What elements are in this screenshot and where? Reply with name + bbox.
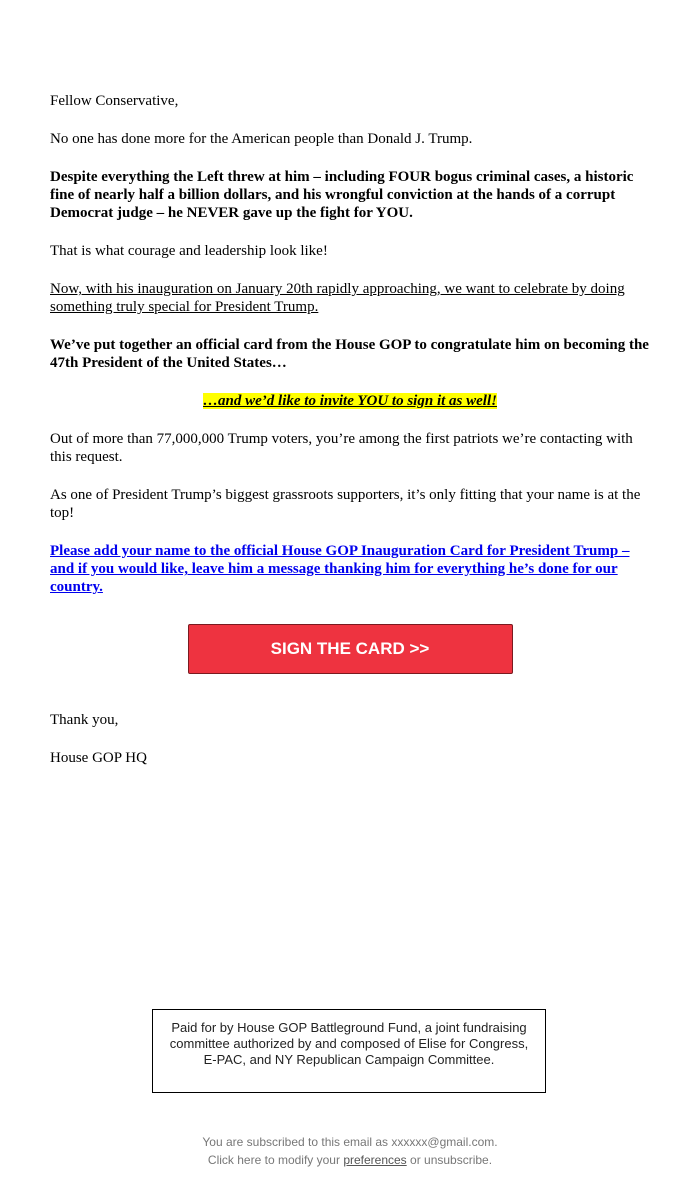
sign-card-link[interactable]: Please add your name to the official House GOP Inauguration Card for President Trump – and if you would like, leave him a message thanking him for everything he’s done for our country. — [50, 543, 630, 595]
preferences-link[interactable]: preferences — [343, 1153, 407, 1167]
sign-link-paragraph — [50, 542, 650, 596]
subscription-line: You are subscribed to this email as xxxxxx@gmail.com. — [202, 1135, 498, 1149]
voters-paragraph: Out of more than 77,000,000 Trump voters, you’re among the first patriots we’re contacting with this request. — [50, 431, 633, 465]
card-paragraph: We’ve put together an official card from the House GOP to congratulate him on becoming the 47th President of the United States… — [50, 337, 649, 371]
preferences-line — [0, 1151, 700, 1169]
email-body — [50, 92, 650, 767]
supporters-paragraph: As one of President Trump’s biggest grassroots supporters, it’s only fitting that your name is at the top! — [50, 487, 641, 521]
preferences-suffix: or unsubscribe. — [406, 1153, 493, 1167]
courage-paragraph: That is what courage and leadership look like! — [50, 243, 328, 259]
bold-paragraph: Despite everything the Left threw at him – including FOUR bogus criminal cases, a historic fine of nearly half a billion dollars, and his wrongful conviction at the hands of a corrupt Democrat judge – he NEVER gave up the fight for YOU. — [50, 169, 634, 221]
button-row — [50, 624, 650, 674]
highlight-text: …and we’d like to invite YOU to sign it as well! — [203, 393, 497, 409]
highlight-row — [50, 392, 650, 410]
preferences-prefix: Click here to modify your — [207, 1153, 344, 1167]
inauguration-paragraph: Now, with his inauguration on January 20th rapidly approaching, we want to celebrate by doing something truly special for President Trump. — [50, 281, 625, 315]
footer — [0, 1133, 700, 1169]
paid-for-disclaimer: Paid for by House GOP Battleground Fund, a joint fundraising committee authorized by and composed of Elise for Congress, E-PAC, and NY Republican Campaign Committee. — [152, 1009, 546, 1093]
greeting: Fellow Conservative, — [50, 93, 179, 109]
signature: House GOP HQ — [50, 750, 147, 766]
sign-card-button[interactable]: SIGN THE CARD >> — [188, 624, 513, 674]
intro-paragraph: No one has done more for the American people than Donald J. Trump. — [50, 131, 473, 147]
thanks-text: Thank you, — [50, 712, 119, 728]
